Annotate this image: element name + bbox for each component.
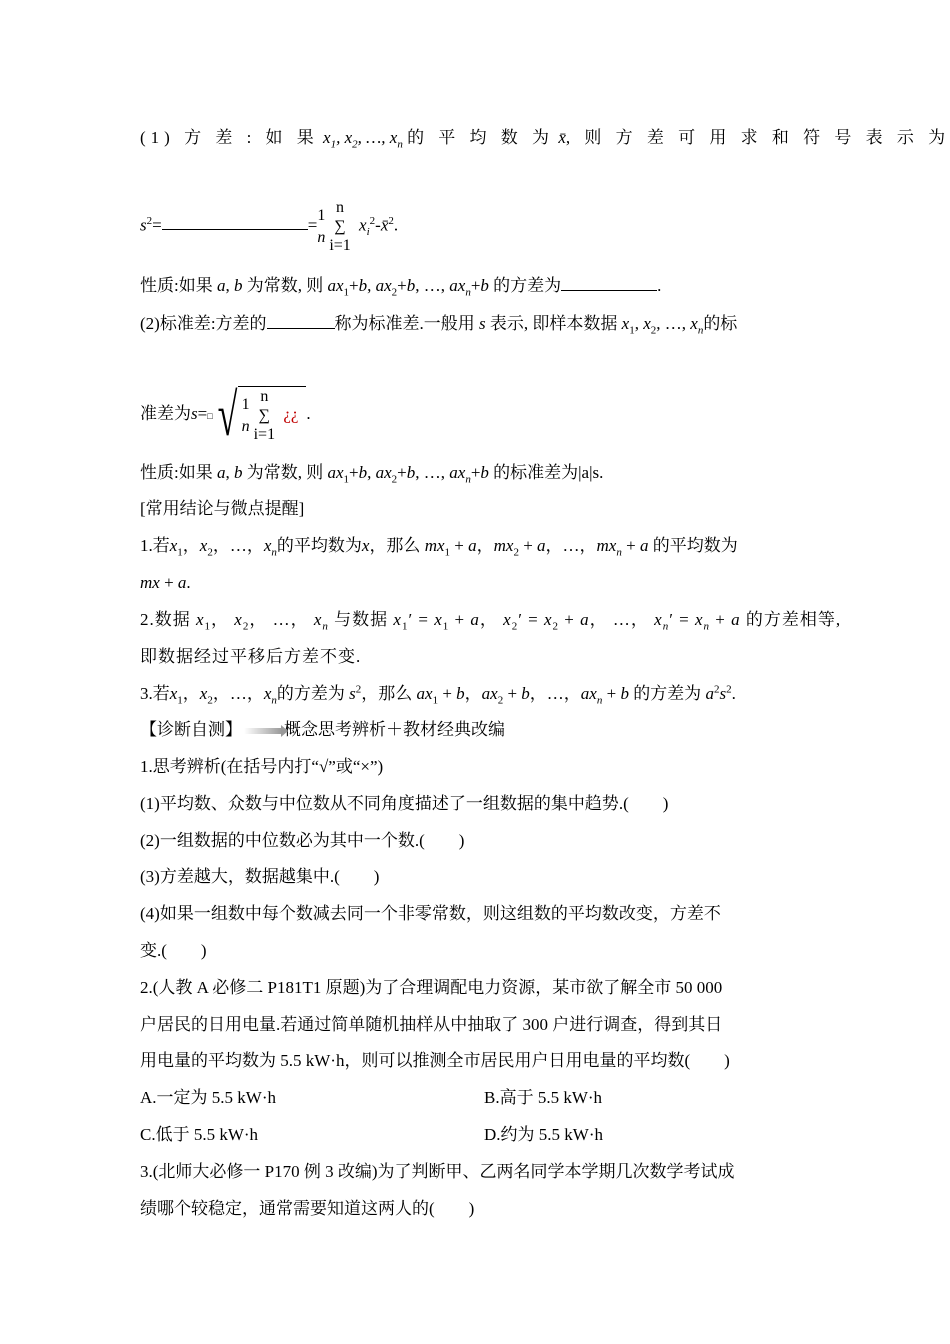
conclusions-heading: [常用结论与微点提醒] (140, 499, 305, 518)
question-2-line: 用电量的平均数为 5.5 kW·h，则可以推测全市居民用户日用电量的平均数( ) (140, 1051, 730, 1070)
question-3-line: 绩哪个较稳定，通常需要知道这两人的( ) (140, 1199, 475, 1218)
variance-formula: $s^2= =1$ nn ∑ i=1 $x_i^2-x̄^2$. (140, 199, 399, 254)
diagnosis-subheading: 概念思考辨析＋教材经典改编 (284, 720, 505, 739)
frac-den: n (317, 228, 326, 246)
frac-num: 1 (241, 395, 250, 413)
arrow-icon (244, 728, 282, 734)
stddev-property: 性质:如果 a, b 为常数, 则 $ax_1+b$, $ax_2+b$, …, $ax_n+b$ 的标准差为|a|s. (140, 463, 604, 486)
c3-d: 的方差为 (633, 684, 702, 703)
option-a[interactable]: A.一定为 5.5 kW·h (140, 1088, 276, 1107)
formula-s: s (140, 215, 147, 235)
conclusion-1-line2: mx + a. (140, 573, 191, 592)
c1-c: ，那么 (369, 536, 421, 555)
question-1-item: (2)一组数据的中位数必为其中一个数.( ) (140, 831, 465, 850)
stddev-label: (2)标准差:方差的 (140, 314, 267, 333)
c1-d: 的平均数为 (652, 536, 738, 555)
c1-a: 1.若 (140, 536, 170, 555)
sum-top: n (260, 388, 269, 405)
answer-blank (561, 275, 657, 291)
property-prefix: 性质:如果 (140, 463, 213, 482)
question-3-line: 3.(北师大必修一 P170 例 3 改编)为了判断甲、乙两名同学本学期几次数学考试成 (140, 1162, 735, 1181)
question-1-item: (1)平均数、众数与中位数从不同角度描述了一组数据的集中趋势.( ) (140, 794, 669, 813)
question-1-title: 1.思考辨析(在括号内打“√”或“×”) (140, 757, 384, 776)
question-2-line: 户居民的日用电量.若通过简单随机抽样从中抽取了 300 户进行调查，得到其日 (140, 1015, 723, 1034)
property-prefix: 性质:如果 (140, 276, 213, 295)
property-mid: 为常数, 则 (246, 276, 324, 295)
c3-a: 3.若 (140, 684, 170, 703)
conclusion-2: 2.数据 $x_1$， $x_2$， …， $x_n$ 与数据 $x_1' = x_1 + a$， $x_2' = x_2 + a$， …， $x_n' = x_n + a$ 的方差相等, (140, 610, 842, 633)
variance-definition-line: (1) 方 差 : 如 果 $x_1$, $x_2$, …, $x_n$ 的 平 均 数 为 x̄, 则 方 差 可 用 求 和 符 号 表 示 为 (140, 128, 950, 151)
diagnosis-heading: 【诊断自测】 (140, 720, 242, 739)
stddev-formula: 准差为s=□√ 1 nn ∑ i=1 ¿¿ . (140, 382, 311, 448)
conclusion-1: 1.若$x_1$，$x_2$，…，$x_n$的平均数为x，那么 $mx_1 + a$，$mx_2 + a$，…，$mx_n + a$ 的平均数为 (140, 536, 738, 559)
c3-c: ，那么 (361, 684, 413, 703)
c2-a: 2.数据 (140, 610, 191, 629)
answer-blank (162, 214, 308, 230)
answer-blank (267, 313, 335, 329)
diagnosis-heading-line (140, 719, 505, 741)
stddev-prefix: 准差为 (140, 403, 191, 423)
property-tail: 的方差为 (493, 276, 562, 295)
question-1-item: (4)如果一组数中每个数减去同一个非零常数，则这组数的平均数改变，方差不 (140, 904, 721, 923)
question-1-item: 变.( ) (140, 941, 207, 960)
conclusion-3: 3.若$x_1$，$x_2$，…，$x_n$的方差为 $s^2$，那么 $ax_1 + b$，$ax_2 + b$，…，$ax_n + b$ 的方差为 $a^2s^2$. (140, 683, 736, 707)
variance-label: (1) 方 差 : 如 果 (140, 128, 319, 147)
property-mid: 为常数, 则 (246, 463, 324, 482)
sum-bottom: i=1 (253, 426, 276, 443)
property-tail: 的标准差为|a|s. (493, 463, 604, 482)
sqrt-body: 1 nn ∑ i=1 ¿¿ (238, 386, 307, 444)
fraction-1-over-n (317, 205, 325, 249)
garbled-symbol: ¿¿ (283, 404, 299, 424)
c2-c: 的方差相等, (745, 610, 842, 629)
variance-mid: 的 平 均 数 为 (407, 128, 555, 147)
sum-top: n (336, 199, 345, 216)
variance-tail: , 则 方 差 可 用 求 和 符 号 表 示 为 (565, 128, 950, 147)
stddev-mid: 称为标准差.一般用 (334, 314, 475, 333)
c3-b: 的方差为 (276, 684, 345, 703)
question-1-item: (3)方差越大，数据越集中.( ) (140, 867, 380, 886)
summation-sign: n ∑ i=1 (329, 199, 351, 254)
c1-b: 的平均数为 (276, 536, 362, 555)
option-c[interactable]: C.低于 5.5 kW·h (140, 1125, 259, 1144)
frac-den: n (241, 417, 250, 435)
stddev-definition-line: (2)标准差:方差的 称为标准差.一般用 s 表示, 即样本数据 $x_1$, $x_2$, …, $x_n$的标 (140, 314, 738, 337)
variance-property: 性质:如果 a, b 为常数, 则 $ax_1+b$, $ax_2+b$, …, $ax_n+b$ 的方差为 . (140, 276, 662, 299)
question-2-line: 2.(人教 A 必修二 P181T1 原题)为了合理调配电力资源，某市欲了解全市 50 000 (140, 978, 723, 997)
frac-num: 1 (317, 206, 326, 224)
option-d[interactable]: D.约为 5.5 kW·h (484, 1125, 603, 1144)
sum-bottom: i=1 (329, 237, 351, 254)
stddev-mid2: 表示, 即样本数据 (489, 314, 618, 333)
conclusion-2-line2: 即数据经过平移后方差不变. (140, 647, 362, 666)
option-b[interactable]: B.高于 5.5 kW·h (484, 1088, 603, 1107)
radical-sign: √ (217, 382, 238, 448)
stddev-tail: 的标 (703, 314, 738, 333)
c2-b: 与数据 (334, 610, 389, 629)
